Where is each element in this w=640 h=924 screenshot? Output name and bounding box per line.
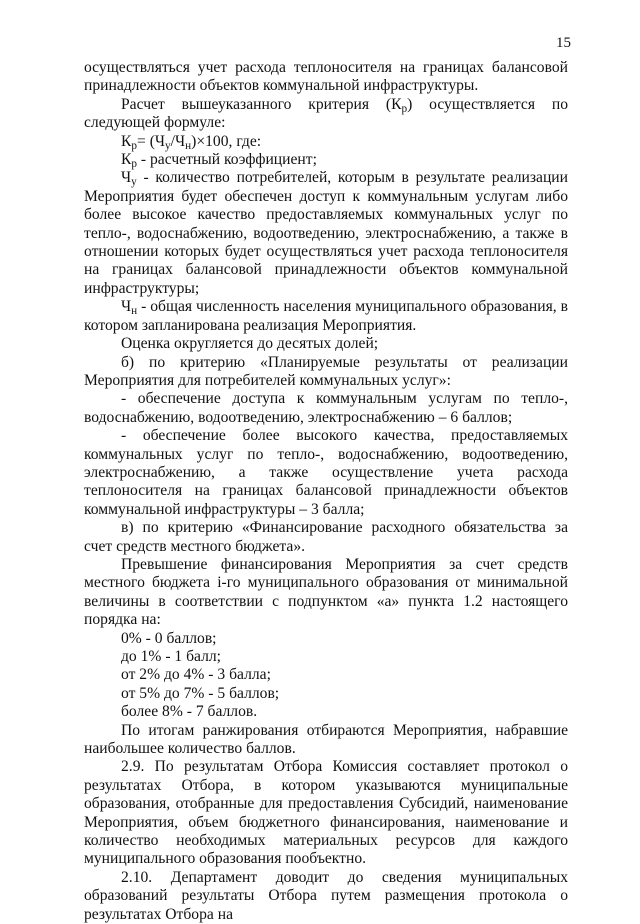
criterion-b-item-2: - обеспечение более высокого качества, предоставляемых коммунальных услуг по тепло-, водоснабжению, водоотведению, электроснабжению, а также осуществление учета расхода теплоносителя на границах балансовой принадлежности объектов коммунальной инфраструктуры – 3 балла; <box>84 427 568 518</box>
paragraph-criterion-calc: Расчет вышеуказанного критерия $(К_р)$ осуществляется по следующей формуле: <box>84 95 568 132</box>
paragraph-2-10: 2.10. Департамент доводит до сведения муниципальных образований результаты Отбора путем размещения протокола о результатах Отбора на <box>84 868 568 923</box>
paragraph-2-9: 2.9. По результатам Отбора Комиссия составляет протокол о результатах Отбора, в котором указываются муниципальные образования, отобранные для предоставления Субсидий, наименование Мероприятия, объем бюджетного финансирования, наименование и количество необходимых материальных ресурсов для каждого муниципального образования пообъектно. <box>84 758 568 868</box>
scale-item: более 8% - 7 баллов. <box>121 703 258 721</box>
definition-chu: $Ч_у$ - количество потребителей, которым в результате реализации Мероприятия будет обеспечен доступ к коммунальным услугам либо более высокое качество предоставляемых коммунальных услуг по тепло-, водоснабжению, водоотведению, электроснабжению, а также в отношении которых будет осуществляться учет расхода теплоносителя на границах балансовой принадлежности объектов коммунальной инфраструктуры; <box>84 169 568 297</box>
scale-item: до 1% - 1 балл; <box>121 648 221 665</box>
paragraph-accounting: осуществляться учет расхода теплоносителя на границах балансовой принадлежности объектов коммунальной инфраструктуры. <box>84 59 568 95</box>
paragraph-excess: Превышение финансирования Мероприятия за счет средств местного бюджета i-го муниципального образования от минимальной величины в соответствии с подпунктом «а» пункта 1.2 настоящего порядка на: <box>84 555 568 629</box>
definition-chn: $Ч_н$ - общая численность населения муниципального образования, в котором запланирована реализация Мероприятия. <box>84 298 568 334</box>
page-number: 15 <box>556 35 571 51</box>
scale-item: 0% - 0 баллов; <box>121 629 217 647</box>
scale-item: от 2% до 4% - 3 балла; <box>121 666 271 684</box>
scale-item: от 5% до 7% - 5 баллов; <box>121 684 280 702</box>
paragraph-ranking: По итогам ранжирования отбираются Мероприятия, набравшие наибольшее количество баллов. <box>84 721 568 758</box>
definition-kr: $К_р$ - расчетный коэффициент; <box>121 151 317 170</box>
criterion-b-item-1: - обеспечение доступа к коммунальным услугам по тепло-, водоснабжению, водоотведению, электроснабжению – 6 баллов; <box>84 390 568 426</box>
formula: $К_р= (Ч_у/Ч_н)\times 100$, где: <box>121 132 262 152</box>
document-body <box>84 59 568 924</box>
criterion-v: в) по критерию «Финансирование расходного обязательства за счет средств местного бюджета». <box>84 519 568 555</box>
criterion-b: б) по критерию «Планируемые результаты от реализации Мероприятия для потребителей коммунальных услуг»: <box>84 353 568 389</box>
paragraph-rounding: Оценка округляется до десятых долей; <box>121 335 379 353</box>
